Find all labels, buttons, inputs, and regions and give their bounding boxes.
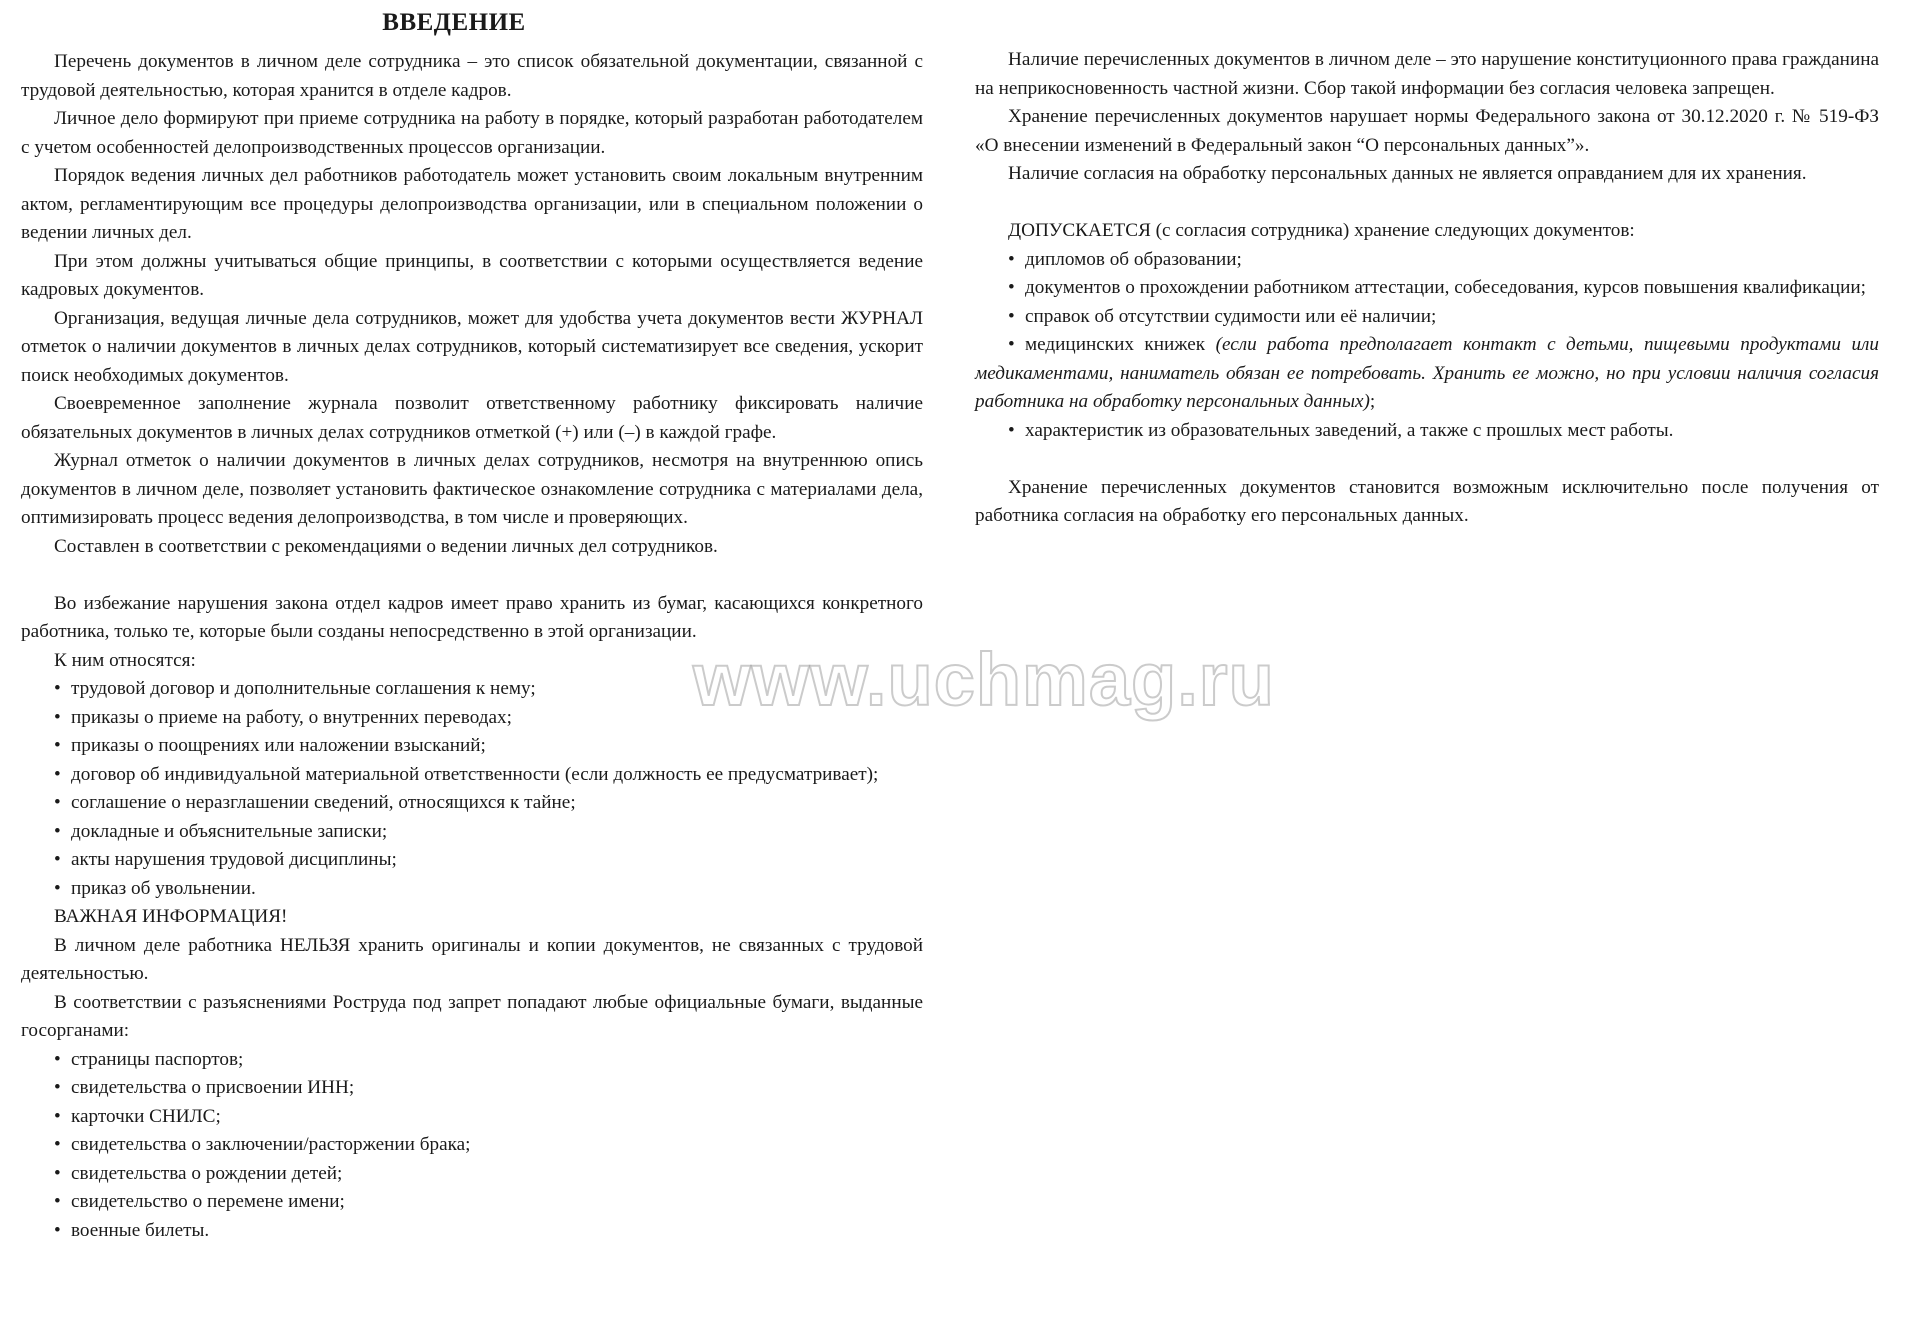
important-heading: ВАЖНАЯ ИНФОРМАЦИЯ! — [54, 906, 288, 927]
list-item: •документов о прохождении работником аттестации, собеседования, курсов повышения квалификации; — [975, 274, 1879, 303]
bullet-icon — [54, 875, 71, 904]
list-item: •договор об индивидуальной материальной ответственности (если должность ее предусматривает); — [21, 761, 923, 790]
paragraph: При этом должны учитываться общие принципы, в соответствии с которыми осуществляется ведение кадровых документов. — [21, 250, 923, 300]
list-item: •свидетельства о заключении/расторжении брака; — [21, 1131, 923, 1160]
bullet-icon — [54, 1217, 71, 1246]
allowed-docs-list — [21, 675, 923, 903]
page-title: ВВЕДЕНИЕ — [382, 9, 526, 36]
bullet-icon — [54, 1046, 71, 1075]
list-item: •докладные и объяснительные записки; — [21, 818, 923, 847]
left-column — [21, 0, 923, 1245]
right-column — [975, 46, 1879, 531]
paragraph: Наличие перечисленных документов в личном деле – это нарушение конституционного права гражданина на неприкосновенность частной жизни. Сбор такой информации без согласия человека запрещен. — [975, 49, 1879, 99]
list-item: •страницы паспортов; — [21, 1046, 923, 1075]
paragraph: Своевременное заполнение журнала позволит ответственному работнику фиксировать наличие обязательных документов в личных делах сотрудников отметкой (+) или (–) в каждой графе. — [21, 393, 923, 443]
bullet-icon — [54, 1103, 71, 1132]
forbidden-docs-list — [21, 1046, 923, 1246]
bullet-icon — [54, 1160, 71, 1189]
bullet-icon — [1008, 331, 1025, 360]
list-item: •приказы о приеме на работу, о внутренних переводах; — [21, 704, 923, 733]
list-item: •акты нарушения трудовой дисциплины; — [21, 846, 923, 875]
list-item: •медицинских книжек (если работа предполагает контакт с детьми, пищевыми продуктами или медикаментами, наниматель обязан ее потребовать. Хранить ее можно, но при условии наличия согласия работника на обработку персональных данных); — [975, 331, 1879, 417]
list-item: •приказы о поощрениях или наложении взысканий; — [21, 732, 923, 761]
list-item: •свидетельства о присвоении ИНН; — [21, 1074, 923, 1103]
paragraph: Личное дело формируют при приеме сотрудника на работу в порядке, который разработан работодателем с учетом особенностей делопроизводственных процессов организации. — [21, 108, 923, 158]
bullet-icon — [54, 818, 71, 847]
list-item: •приказ об увольнении. — [21, 875, 923, 904]
bullet-icon — [1008, 417, 1025, 446]
medical-note: (если работа предполагает контакт с детьми, пищевыми продуктами или медикаментами, наниматель обязан ее потребовать. Хранить ее можно, но при условии наличия согласия работника на обработку персональных данных) — [975, 334, 1879, 412]
paragraph: Порядок ведения личных дел работников работодатель может установить своим локальным внутренним актом, регламентирующим все процедуры делопроизводства организации, или в специальном положении о ведении личных дел. — [21, 165, 923, 243]
list-item: •военные билеты. — [21, 1217, 923, 1246]
bullet-icon — [1008, 246, 1025, 275]
bullet-icon — [54, 704, 71, 733]
list-item: •карточки СНИЛС; — [21, 1103, 923, 1132]
rostrud-paragraph: В соответствии с разъяснениями Роструда под запрет попадают любые официальные бумаги, выданные госорганами: — [21, 991, 923, 1041]
paragraph: Хранение перечисленных документов нарушает нормы Федерального закона от 30.12.2020 г. № 519-ФЗ «О внесении изменений в Федеральный закон “О персональных данных”». — [975, 106, 1879, 156]
bullet-icon — [54, 1188, 71, 1217]
list-item: •характеристик из образовательных заведений, а также с прошлых мест работы. — [975, 417, 1879, 446]
list-item: •соглашение о неразглашении сведений, относящихся к тайне; — [21, 789, 923, 818]
bullet-icon — [54, 1074, 71, 1103]
consent-docs-list — [975, 246, 1879, 446]
list-item: •свидетельства о рождении детей; — [21, 1160, 923, 1189]
list-intro: К ним относятся: — [54, 649, 196, 671]
allowed-intro: ДОПУСКАЕТСЯ (с согласия сотрудника) хранение следующих документов: — [1008, 220, 1635, 241]
bullet-icon — [54, 675, 71, 704]
paragraph: Организация, ведущая личные дела сотрудников, может для удобства учета документов вести ЖУРНАЛ отметок о наличии документов в личных делах сотрудников, который систематизирует все сведения, ускорит поиск необходимых документов. — [21, 307, 923, 386]
list-item: •справок об отсутствии судимости или её наличии; — [975, 303, 1879, 332]
watermark: www.uchmag.ru — [693, 638, 1275, 721]
bullet-icon — [54, 1131, 71, 1160]
bullet-icon — [54, 761, 71, 790]
intro-section — [21, 48, 923, 561]
forbidden-paragraph: В личном деле работника НЕЛЬЗЯ хранить оригиналы и копии документов, не связанных с трудовой деятельностью. — [21, 934, 923, 984]
bullet-icon — [54, 789, 71, 818]
paragraph: Журнал отметок о наличии документов в личных делах сотрудников, несмотря на внутреннюю опись документов в личном деле, позволяет установить фактическое ознакомление сотрудника с материалами дела, оптимизировать процесс ведения делопроизводства, в том числе и проверяющих. — [21, 450, 923, 528]
list-item: •свидетельство о перемене имени; — [21, 1188, 923, 1217]
list-item: •дипломов об образовании; — [975, 246, 1879, 275]
paragraph: Перечень документов в личном деле сотрудника – это список обязательной документации, связанной с трудовой деятельностью, которая хранится в отделе кадров. — [21, 51, 923, 101]
list-item: •трудовой договор и дополнительные соглашения к нему; — [21, 675, 923, 704]
paragraph: Наличие согласия на обработку персональных данных не является оправданием для их хранения. — [1008, 163, 1807, 184]
bullet-icon — [1008, 303, 1025, 332]
paragraph: Составлен в соответствии с рекомендациями о ведении личных дел сотрудников. — [54, 535, 718, 557]
law-paragraph: Во избежание нарушения закона отдел кадров имеет право хранить из бумаг, касающихся конкретного работника, только те, которые были созданы непосредственно в этой организации. — [21, 592, 923, 642]
bullet-icon — [54, 732, 71, 761]
bullet-icon — [54, 846, 71, 875]
final-paragraph: Хранение перечисленных документов становится возможным исключительно после получения от работника согласия на обработку его персональных данных. — [975, 476, 1879, 526]
bullet-icon — [1008, 274, 1025, 303]
